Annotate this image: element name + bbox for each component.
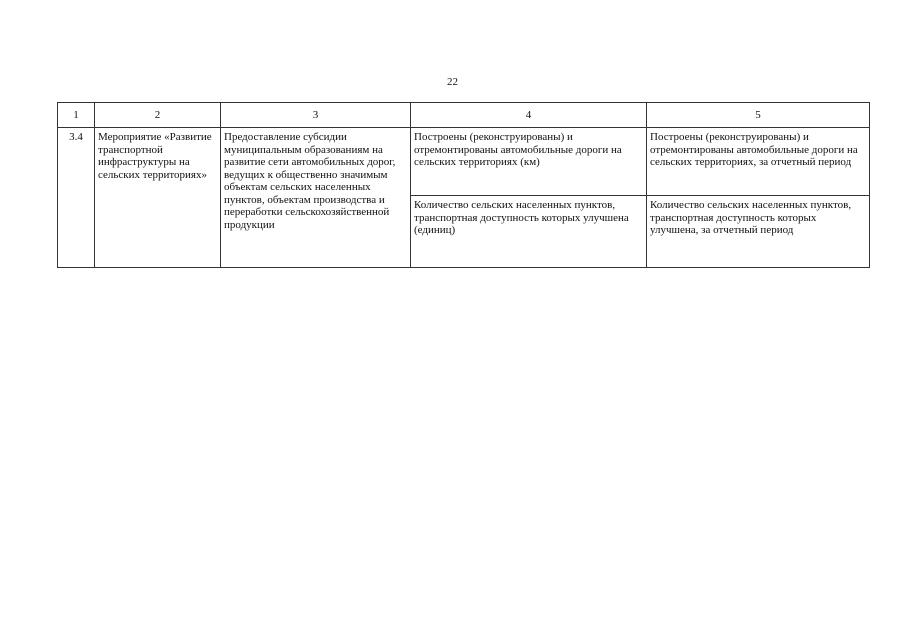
- row-number: 3.4: [58, 128, 95, 268]
- indicator-2-result: Количество сельских населенных пунктов, транспортная доступность которых улучшена, за отчетный период: [647, 196, 870, 268]
- page-number: 22: [447, 76, 458, 88]
- event-description: Предоставление субсидии муниципальным образованиям на развитие сети автомобильных дорог, ведущих к общественно значимым объектам сельских населенных пунктов, объектам производства и переработки сельскохозяйственной продукции: [221, 128, 411, 268]
- indicator-1-result: Построены (реконструированы) и отремонтированы автомобильные дороги на сельских территориях, за отчетный период: [647, 128, 870, 196]
- header-col-3: 3: [221, 103, 411, 128]
- header-col-4: 4: [411, 103, 647, 128]
- table-row: [58, 128, 870, 196]
- event-name: Мероприятие «Развитие транспортной инфраструктуры на сельских территориях»: [95, 128, 221, 268]
- header-col-2: 2: [95, 103, 221, 128]
- header-row: [58, 103, 870, 128]
- header-col-1: 1: [58, 103, 95, 128]
- measures-table: [57, 102, 870, 268]
- indicator-2-name: Количество сельских населенных пунктов, транспортная доступность которых улучшена (единиц): [411, 196, 647, 268]
- header-col-5: 5: [647, 103, 870, 128]
- indicator-1-name: Построены (реконструированы) и отремонтированы автомобильные дороги на сельских территориях (км): [411, 128, 647, 196]
